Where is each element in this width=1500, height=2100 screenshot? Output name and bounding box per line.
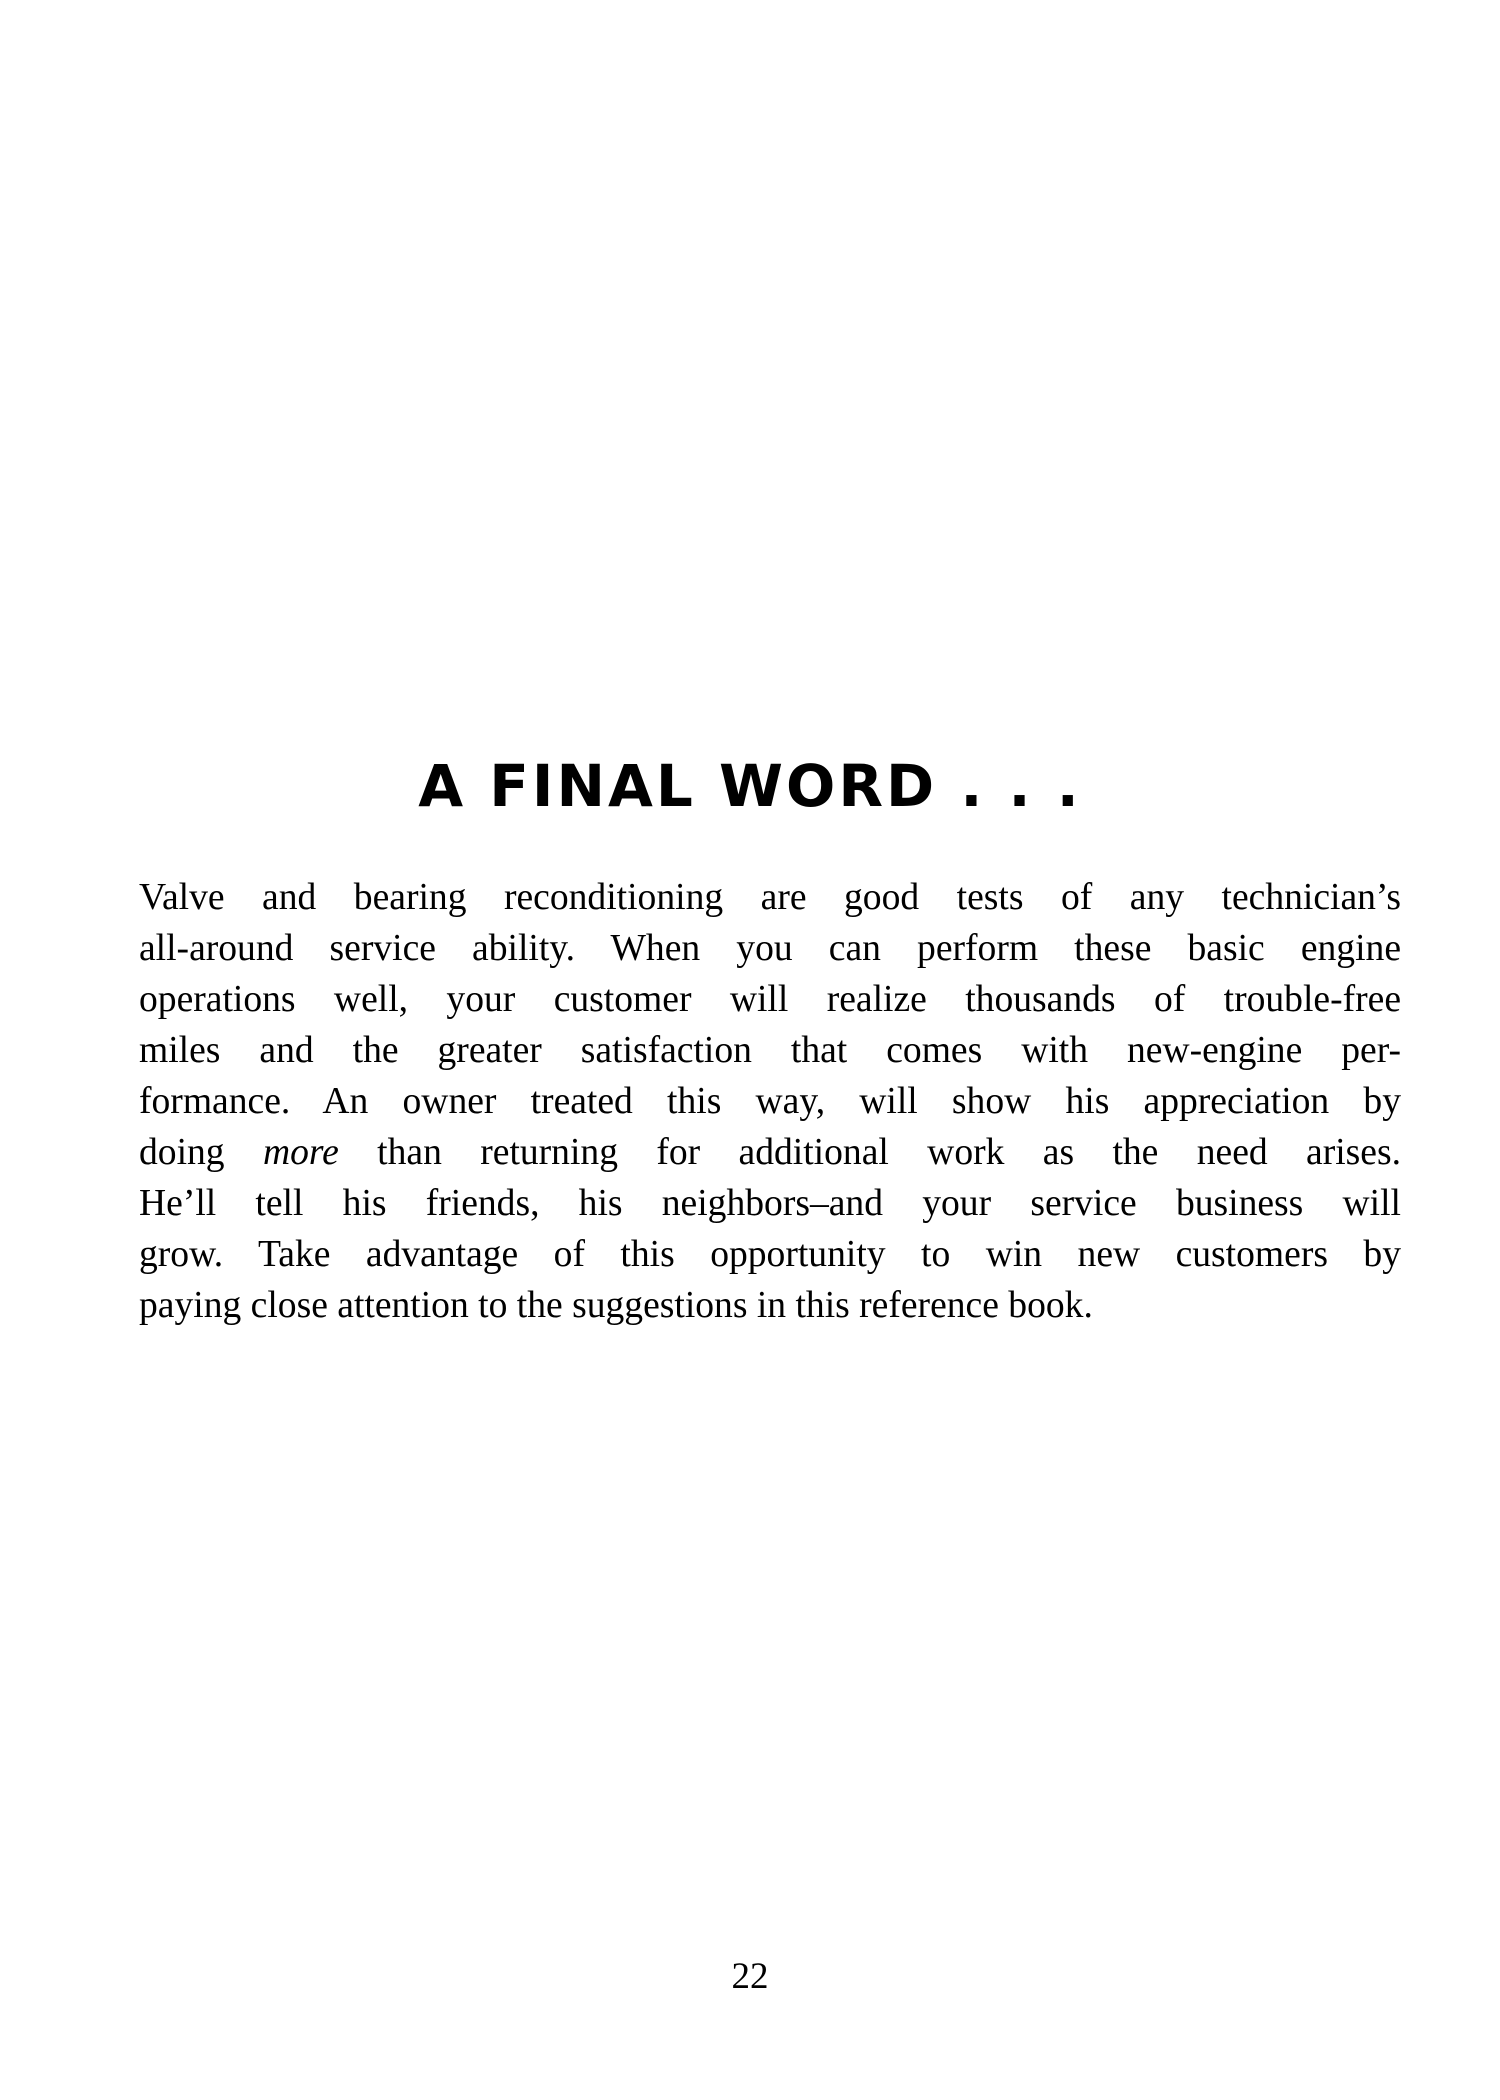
paragraph-line: [139, 1025, 1401, 1076]
paragraph-line: [139, 1280, 1401, 1331]
line-text: operations well, your customer will realize thousands of trouble-free: [139, 979, 1401, 1020]
line-text: paying close attention to the suggestions in this reference book.: [139, 1285, 1093, 1326]
paragraph-line: [139, 872, 1401, 923]
line-text: formance. An owner treated this way, will show his appreciation by: [139, 1081, 1401, 1122]
paragraph-line: [139, 1127, 1401, 1178]
line-text: He’ll tell his friends, his neighbors–and your service business will: [139, 1183, 1401, 1224]
emphasis-text: more: [262, 1132, 339, 1173]
line-text: Valve and bearing reconditioning are good tests of any technician’s: [139, 877, 1401, 918]
body-paragraph: [139, 872, 1401, 1331]
page-number: 22: [731, 1956, 769, 1997]
line-text: than returning for additional work as the need arises.: [338, 1132, 1401, 1173]
line-text: all-around service ability. When you can perform these basic engine: [139, 928, 1401, 969]
paragraph-line: [139, 974, 1401, 1025]
line-text: doing: [139, 1132, 263, 1173]
line-text: grow. Take advantage of this opportunity to win new customers by: [139, 1234, 1401, 1275]
paragraph-line: [139, 1076, 1401, 1127]
page-title: A FINAL WORD . . .: [418, 752, 1082, 820]
paragraph-line: [139, 1178, 1401, 1229]
paragraph-line: [139, 1229, 1401, 1280]
paragraph-line: [139, 923, 1401, 974]
line-text: miles and the greater satisfaction that comes with new-engine per-: [139, 1030, 1401, 1071]
